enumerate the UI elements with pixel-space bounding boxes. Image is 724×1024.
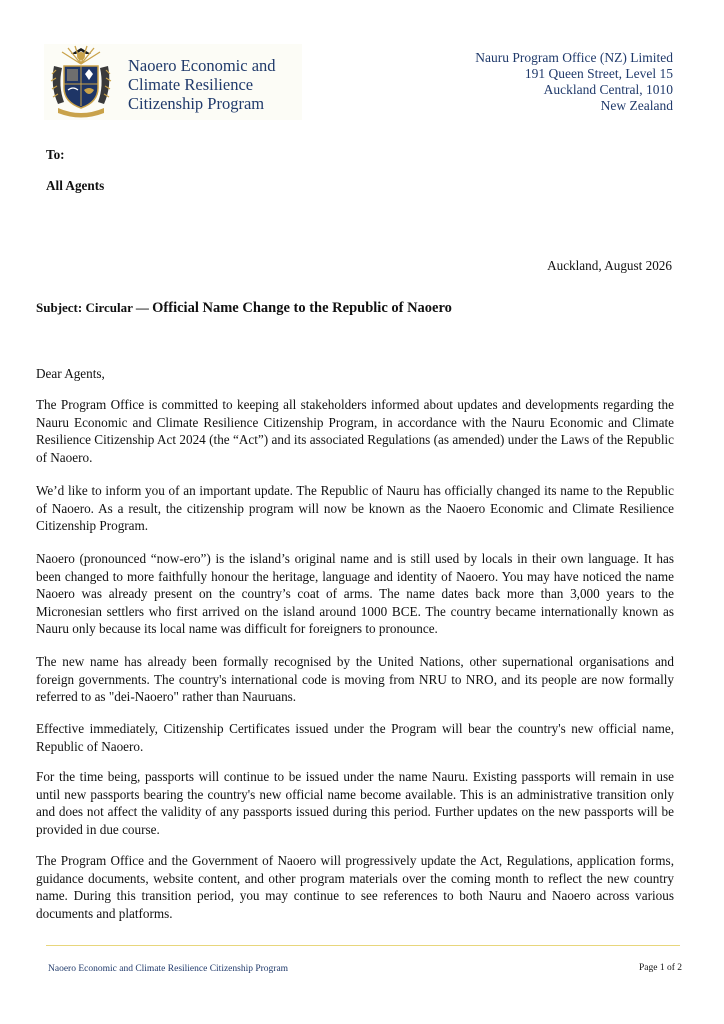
- subject-label: Subject: Circular —: [36, 300, 149, 315]
- body-paragraph: Effective immediately, Citizenship Certificates issued under the Program will bear the country's new official name, Republic of Naoero.: [36, 721, 674, 754]
- office-street: 191 Queen Street, Level 15: [524, 66, 673, 81]
- body-paragraph: For the time being, passports will continue to be issued under the name Nauru. Existing passports will remain in use until new passports bearing the country's new official name become available. This is an administrative transition only and does not affect the validity of any passports issued during this period. Further updates on the new passports will be provided in due course.: [36, 769, 674, 837]
- footer-divider: [46, 945, 680, 946]
- office-city: Auckland Central, 1010: [543, 82, 673, 97]
- body-paragraph: The new name has already been formally recognised by the United Nations, other supernational organisations and foreign governments. The country's international code is moving from NRU to NRO, and its people are now formally referred to as "dei-Naoero" rather than Nauruans.: [36, 654, 674, 705]
- to-recipients: All Agents: [46, 178, 105, 193]
- org-name-line: Climate Resilience: [128, 75, 254, 94]
- org-name-line: Naoero Economic and: [128, 56, 276, 75]
- logo-block: [44, 44, 302, 120]
- date-line: Auckland, August 2026: [547, 258, 672, 273]
- page-number: Page 1 of 2: [638, 963, 682, 973]
- body-paragraph: Naoero (pronounced “now-ero”) is the island’s original name and is still used by locals in their own language. It has been changed to more faithfully honour the heritage, language and identity of Naoero. You may have noticed the name Naoero was already present on the country’s coat of arms. The name dates back more than 3,000 years to the Micronesian settlers who first arrived on the island around 1000 BCE. The country became internationally known as Nauru only because its local name was difficult for foreigners to pronounce.: [36, 551, 674, 637]
- office-name: Nauru Program Office (NZ) Limited: [475, 50, 673, 65]
- org-name: [128, 56, 276, 113]
- footer-program-name: Naoero Economic and Climate Resilience Citizenship Program: [48, 964, 289, 974]
- office-country: New Zealand: [600, 98, 673, 113]
- salutation: Dear Agents,: [36, 366, 105, 381]
- coat-of-arms-icon: [48, 44, 114, 120]
- org-name-line: Citizenship Program: [128, 94, 265, 113]
- body-paragraph: The Program Office is committed to keeping all stakeholders informed about updates and developments regarding the Nauru Economic and Climate Resilience Citizenship Program, in accordance with the Nauru Economic and Climate Resilience Citizenship Act 2024 (the “Act”) and its associated Regulations (as amended) under the Laws of the Republic of Naoero.: [36, 397, 674, 465]
- subject-line: [36, 300, 452, 317]
- body-paragraph: We’d like to inform you of an important update. The Republic of Nauru has officially changed its name to the Republic of Naoero. As a result, the citizenship program will now be known as the Naoero Economic and Climate Resilience Citizenship Program.: [36, 483, 674, 534]
- body-paragraph: The Program Office and the Government of Naoero will progressively update the Act, Regulations, application forms, guidance documents, website content, and other program materials over the coming month to reflect the new country name. During this transition period, you may continue to see references to both Nauru and Naoero across various documents and platforms.: [36, 853, 674, 921]
- to-label: To:: [46, 147, 65, 162]
- office-address: [475, 50, 673, 114]
- subject-title: Official Name Change to the Republic of Naoero: [152, 300, 452, 316]
